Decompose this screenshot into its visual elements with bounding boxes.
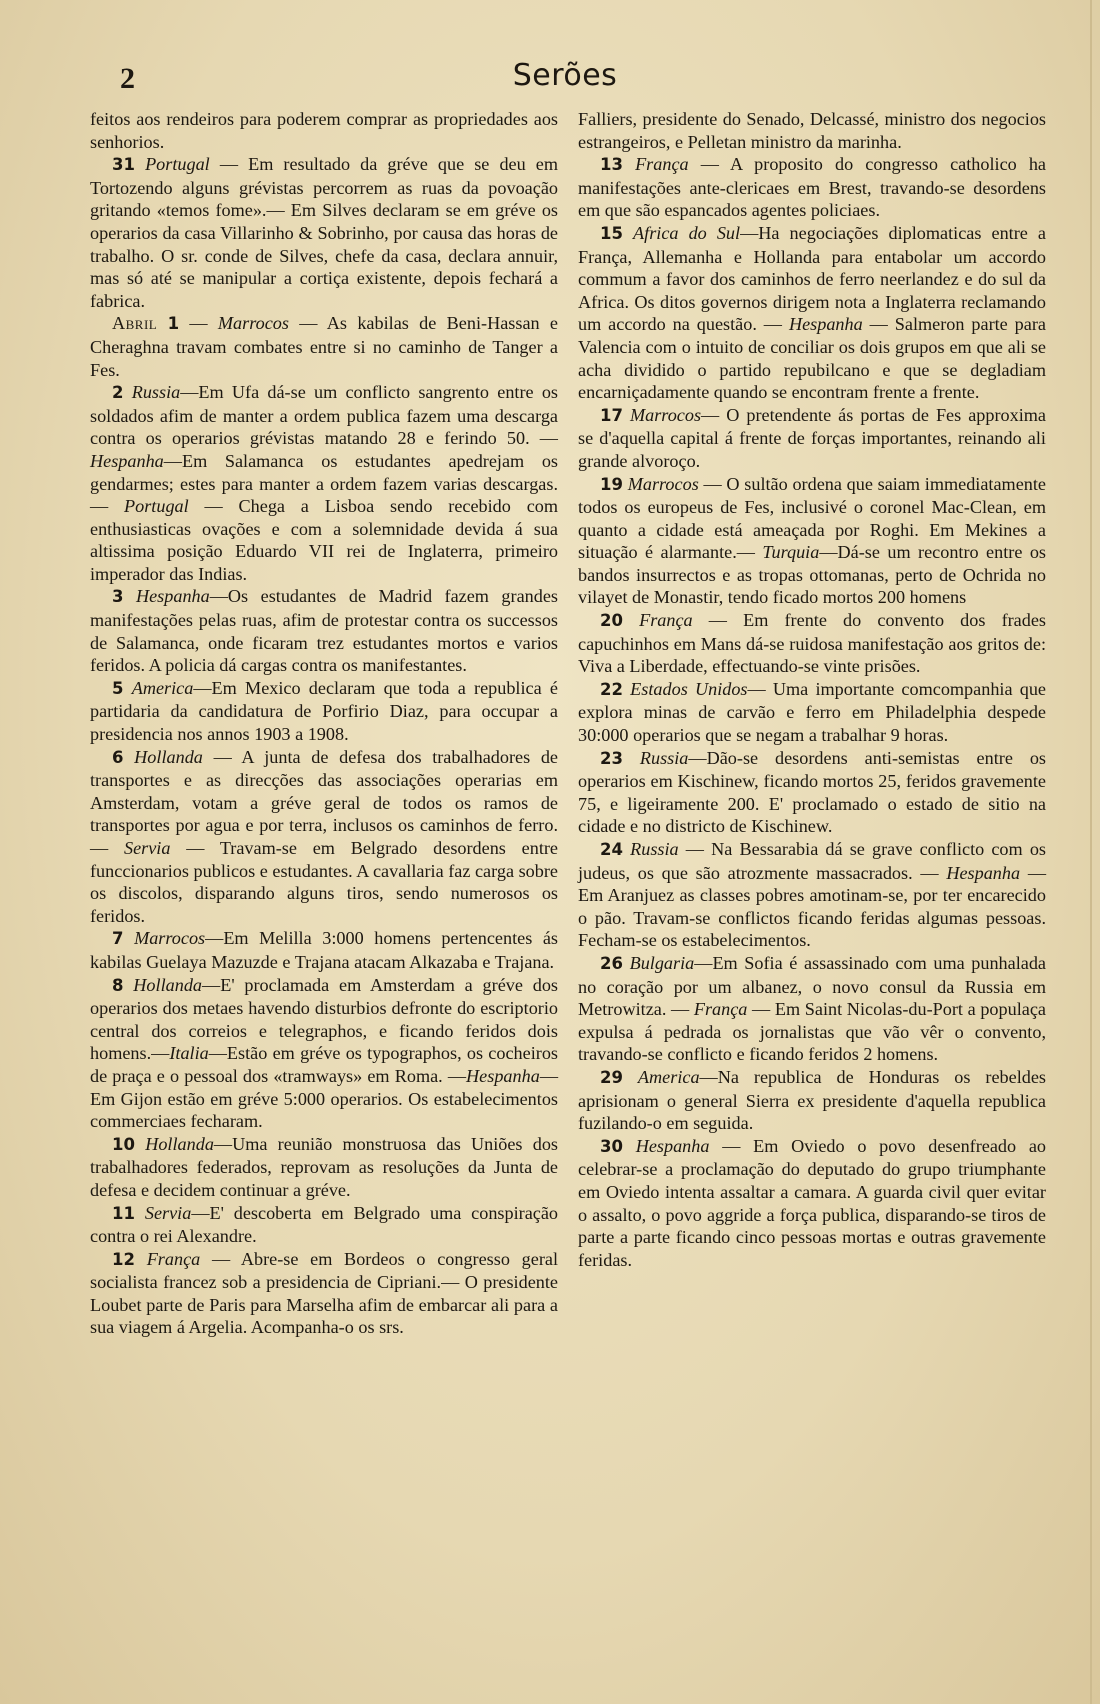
entry-day-number: 7 — [112, 929, 124, 949]
entry-text: — Em Oviedo o povo desenfreado ao celebrar-se a proclamação do deputado do grupo triumphante em Oviedo intenta assaltar a camara. A guarda civil quer evitar o assalto, o povo aggride a força publica, disparando-se tiros de parte a parte ficando cinco pessoas mortas e outras gravemente feridas. — [578, 1135, 1047, 1270]
entry-text: —E' proclamada em Amsterdam a gréve dos operarios dos metaes havendo disturbios defronte do escriptorio central dos correios e telegraphos, e ficando feridos dois homens.— — [90, 974, 559, 1064]
entry-place: França — [693, 999, 748, 1020]
entry-text — [135, 154, 145, 174]
entry-text: — Chega a Lisboa sendo recebido com enthusiasticas ovações e com a solemnidade devida á sua altissima posição Eduardo VII rei de Inglaterra, primeiro imperador das Indias. — [90, 496, 559, 584]
entry-day-number: 19 — [600, 474, 623, 494]
entry-day-number: 13 — [600, 155, 623, 175]
entry-day-number: 5 — [112, 678, 124, 698]
entry-day-number: 6 — [112, 747, 124, 767]
entry-day-number: 8 — [112, 975, 124, 995]
entry-text — [623, 1067, 638, 1087]
entry-text: —E' descoberta em Belgrado uma conspiração contra o rei Alexandre. — [90, 1202, 559, 1247]
entry-place: Marrocos — [629, 404, 702, 425]
entry-place: Hollanda — [145, 1133, 214, 1154]
entry-text: —Em Mexico declaram que toda a republica é partidaria da candidatura de Porfirio Diaz, para occupar a presidencia nos annos 1903 a 1908. — [90, 677, 558, 745]
entry-paragraph — [578, 678, 1046, 747]
entry-place: Estados Unidos — [630, 678, 748, 699]
entry-text: — O sultão ordena que saiam immediatamente todos os europeus de Fes, inclusivé o coronel Mac-Clean, em quanto a cidade está ameaçada por Roghi. Em Mekines a situação é alarmante.— — [578, 473, 1046, 563]
entry-paragraph — [90, 1202, 558, 1248]
entry-day-number: 1 — [167, 314, 180, 334]
entry-place: Marrocos — [627, 473, 699, 494]
entry-text: — Em Aranjuez as classes pobres amotinam-se, por ter encarecido o pão. Travam-se conflictos ficando feridas algumas pessoas. Fecham-se os estabelecimentos. — [578, 862, 1047, 951]
entry-paragraph — [578, 747, 1046, 838]
entry-text: — As kabilas de Beni-Hassan e Cheraghna travam combates entre si no caminho de Tanger a Fes. — [90, 313, 559, 380]
entry-text — [623, 610, 639, 630]
entry-text: —Em Melilla 3:000 homens pertencentes ás kabilas Guelaya Mazuzde e Trajana atacam Alkazaba e Trajana. — [90, 928, 559, 972]
entry-text: —Em Ufa dá-se um conflicto sangrento entre os soldados afim de manter a ordem publica fazem uma descarga contra os operarios grévistas matando 28 e ferindo 50. — — [90, 382, 558, 449]
entry-text: — Em frente do convento dos frades capuchinhos em Mans dá-se ruidosa manifestação aos gritos de: Viva a Liberdade, effectuando-se vinte prisões. — [578, 610, 1046, 677]
entry-place: Hespanha — [135, 586, 210, 607]
entry-text — [623, 154, 635, 174]
entry-day-number: 26 — [600, 953, 623, 973]
entry-day-number: 15 — [600, 223, 623, 243]
entry-place: Hollanda — [133, 974, 203, 995]
page-edge-shadow — [1090, 0, 1092, 1704]
entry-text — [623, 1136, 636, 1156]
entry-place: Bulgaria — [629, 952, 695, 973]
entry-place: França — [146, 1248, 201, 1269]
entry-text: — O pretendente ás portas de Fes approxima se d'aquella capital á frente de forças importantes, reinando ali grande alvoroço. — [578, 404, 1046, 471]
left-column — [90, 108, 558, 1339]
entry-text: — — [179, 313, 218, 334]
entry-place: Portugal — [124, 496, 189, 517]
entry-text: — A junta de defesa dos trabalhadores de transportes e as direcções das associações operarias em Amsterdam, votam a gréve geral de todos os ramos de transportes por agua e por terra, inclusos os caminhos de ferro. — — [90, 746, 559, 858]
entry-paragraph — [578, 108, 1046, 153]
entry-paragraph — [578, 952, 1046, 1066]
entry-paragraph — [90, 312, 558, 381]
entry-place: Hollanda — [134, 746, 203, 767]
entry-text — [135, 1249, 147, 1269]
entry-text: —Em Salamanca os estudantes apedrejam os gendarmes; estes para manter a ordem fazem varias descargas. — — [90, 450, 558, 517]
entry-day-number: 24 — [600, 840, 623, 859]
entry-text — [623, 405, 630, 425]
entry-text: — Em Saint Nicolas-du-Port a populaça expulsa á pedrada os jornalistas que vão vêr o convento, travando-se conflicto e ficando feridos 2 homens. — [578, 999, 1046, 1065]
entry-text: — Na Bessarabia dá se grave conflicto com os judeus, os que são atrozmente massacrados. — — [578, 839, 1046, 883]
entry-text: — Em resultado da gréve que se deu em Tortozendo alguns grévistas percorrem as ruas da povoação gritando «temos fome».— Em Silves declaram se em gréve os operarios da casa Villarinho & Sobrinho, por causa das horas de trabalho. O sr. conde de Silves, chefe da casa, declara annuir, mas só até se manipular a cortiça existente, depois fechará a fabrica. — [90, 154, 559, 311]
page-title: Serões — [512, 58, 618, 93]
entry-text: —Em Sofia é assassinado com uma punhalada no coração por um albanez, o novo consul da Russia em Metrowitza. — — [578, 952, 1047, 1020]
entry-paragraph — [578, 1135, 1046, 1272]
entry-text: —Estão em gréve os typographos, os cocheiros de praça e o pessoal dos «tramways» em Roma. — — [90, 1043, 558, 1086]
entry-place: Turquia — [762, 542, 820, 563]
entry-day-number: 3 — [112, 587, 124, 607]
entry-day-number: 10 — [112, 1134, 135, 1154]
entry-place: Portugal — [145, 154, 210, 175]
entry-text — [123, 975, 133, 995]
entry-text: — Salmeron parte para Valencia com o intuito de conciliar os dois grupos em que ali se acha dividido o partido repubilcano e que se degladiam encarniçadamente quando se encontram frente a frente. — [578, 314, 1046, 403]
entry-paragraph — [578, 1066, 1046, 1135]
entry-paragraph — [90, 974, 558, 1133]
entry-text — [123, 586, 135, 606]
entry-text — [623, 748, 640, 768]
entry-place: França — [635, 154, 689, 175]
entry-text — [123, 747, 134, 767]
entry-text: — Travam-se em Belgrado desordens entre funccionarios publicos e estudantes. A cavallaria faz carga sobre os discolos, disparando alguns tiros, sendo numerosos os feridos. — [90, 838, 559, 926]
entry-paragraph — [90, 927, 558, 973]
entry-text: — A proposito do congresso catholico ha manifestações ante-clericaes em Brest, travando-se desordens em que são espancados agentes policiaes. — [578, 154, 1046, 221]
entry-text — [123, 678, 131, 698]
entry-text: —Dá-se um recontro entre os bandos insurrectos e as tropas ottomanas, perto de Ochrida no vilayet de Monastir, tendo ficado mortos 200 homens — [578, 542, 1046, 608]
entry-day-number: 31 — [112, 155, 135, 175]
entry-paragraph — [90, 585, 558, 676]
entry-text — [623, 223, 633, 243]
entry-place: America — [131, 677, 194, 698]
right-column — [578, 108, 1046, 1271]
entry-paragraph — [578, 473, 1046, 610]
entry-paragraph — [90, 153, 558, 312]
entry-day-number: 22 — [600, 679, 623, 699]
entry-place: Italia — [169, 1043, 209, 1064]
entry-place: Hespanha — [466, 1065, 540, 1086]
entry-text: Falliers, presidente do Senado, Delcassé, ministro dos negocios estrangeiros, e Pelletan ministro da marinha. — [578, 109, 1046, 152]
entry-month: Abril — [112, 313, 158, 334]
entry-text — [123, 382, 131, 402]
entry-paragraph — [90, 381, 558, 585]
entry-place: America — [637, 1066, 700, 1087]
entry-place: Servia — [123, 838, 171, 858]
entry-text — [157, 313, 167, 333]
entry-place: Hespanha — [946, 862, 1021, 883]
entry-text — [135, 1134, 145, 1154]
entry-place: França — [639, 610, 693, 631]
entry-place: Hespanha — [788, 314, 863, 335]
entry-place: Russia — [131, 382, 181, 403]
entry-place: Russia — [630, 839, 679, 859]
entry-paragraph — [578, 404, 1046, 473]
entry-paragraph — [578, 153, 1046, 222]
entry-text: —Na republica de Honduras os rebeldes aprisionam o general Sierra ex presidente d'aquella republica fuzilando-o em seguida. — [578, 1066, 1047, 1134]
entry-text: —Os estudantes de Madrid fazem grandes manifestações pelas ruas, afim de protestar contra os successos de Salamanca, onde ficaram trez estudantes mortos e varios feridos. A policia dá cargas contra os manifestantes. — [90, 586, 558, 676]
entry-day-number: 11 — [112, 1203, 135, 1223]
entry-text: —Uma reunião monstruosa das Uniões dos trabalhadores federados, reprovam as resoluções da Junta de defesa e decidem continuar a gréve. — [90, 1133, 559, 1200]
entry-place: Marrocos — [134, 928, 206, 949]
entry-day-number: 23 — [600, 748, 623, 768]
entry-text: —Dão-se desordens anti-semistas entre os operarios em Kischinew, ficando mortos 25, feridos gravemente 75, e ligeiramente 200. E' proclamado o estado de sitio na cidade e no districto de Kischinew. — [578, 747, 1046, 837]
page-header — [90, 58, 1040, 102]
entry-paragraph — [90, 1248, 558, 1339]
entry-day-number: 20 — [600, 611, 623, 631]
entry-text — [123, 928, 134, 948]
entry-paragraph — [578, 838, 1046, 952]
entry-paragraph — [90, 1133, 558, 1202]
entry-paragraph — [578, 609, 1046, 678]
entry-text: —Ha negociações diplomaticas entre a França, Allemanha e Hollanda para entabolar um accordo commum a favor dos caminhos de ferro neerlandez e do sul da Africa. Os ditos governos dirigem nota a Inglaterra reclamando um accordo na questão. — — [578, 222, 1047, 335]
entry-day-number: 17 — [600, 405, 623, 425]
entry-day-number: 2 — [112, 383, 124, 403]
entry-day-number: 29 — [600, 1067, 623, 1087]
entry-paragraph — [90, 677, 558, 746]
entry-text: feitos aos rendeiros para poderem comprar as propriedades aos senhorios. — [90, 109, 558, 152]
entry-day-number: 12 — [112, 1249, 135, 1269]
entry-place: Hespanha — [90, 450, 164, 471]
entry-place: Marrocos — [217, 313, 289, 334]
entry-day-number: 30 — [600, 1136, 623, 1156]
entry-text: — Em Gijon estão em gréve 5:000 operarios. Os estabelecimentos commerciaes fecharam. — [90, 1065, 558, 1132]
entry-text — [623, 953, 630, 973]
entry-place: Servia — [144, 1202, 192, 1223]
entry-paragraph — [90, 746, 558, 928]
entry-paragraph — [578, 222, 1046, 404]
entry-place: Africa do Sul — [633, 222, 741, 243]
entry-place: Russia — [639, 747, 689, 768]
entry-place: Hespanha — [635, 1135, 710, 1156]
entry-text — [135, 1203, 145, 1223]
entry-text: — Abre-se em Bordeos o congresso geral socialista francez sob a presidencia de Cipriani.— O presidente Loubet parte de Paris para Marselha afim de embarcar ali para a sua viagem á Argelia. Acompanha-o os srs. — [90, 1248, 558, 1338]
page-number: 2 — [120, 62, 135, 95]
entry-text: — Uma importante comcompanhia que explora minas de carvão e ferro em Philadelphia despede 30:000 operarios que se negam a trabalhar 9 horas. — [578, 678, 1046, 746]
entry-paragraph — [90, 108, 558, 153]
